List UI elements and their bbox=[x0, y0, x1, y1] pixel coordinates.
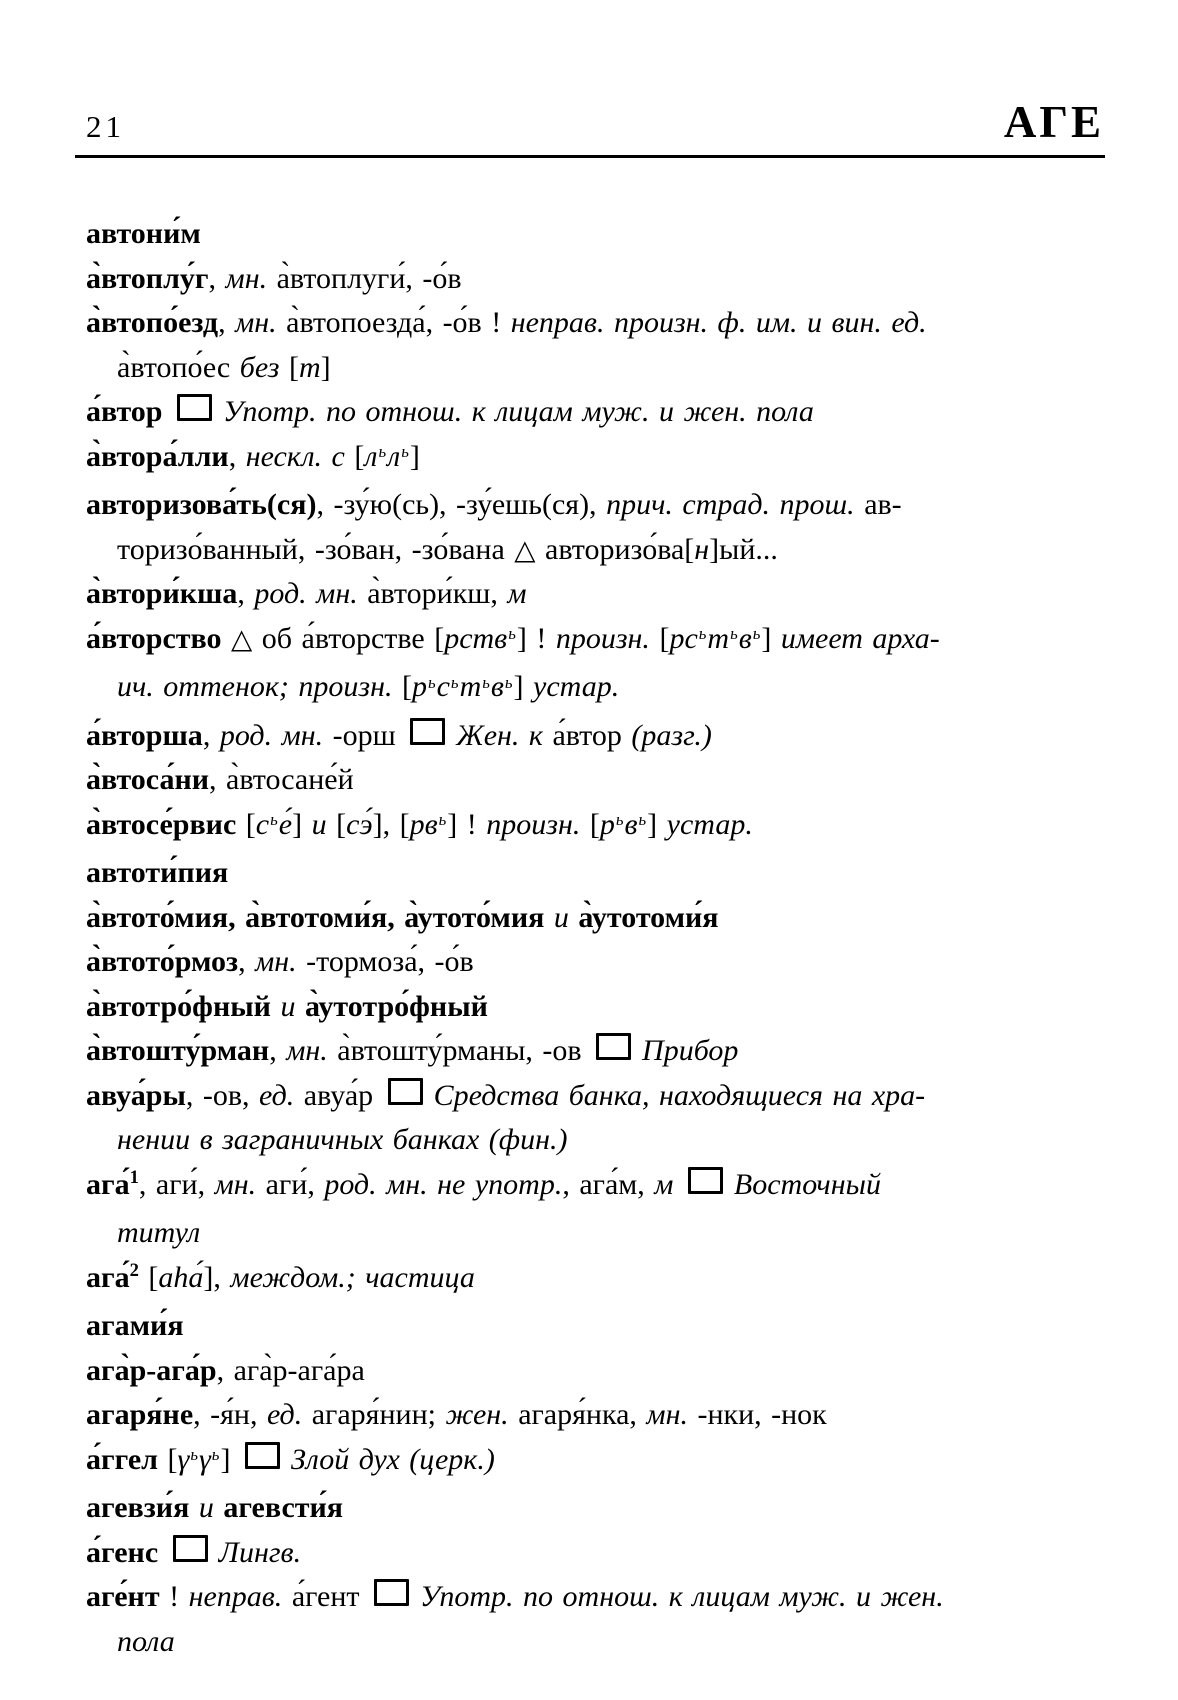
text-segment: а̀втото́мия, а̀втотоми́я, а̀утото́мия bbox=[86, 900, 554, 934]
text-segment: γ bbox=[177, 1442, 190, 1476]
entry-line bbox=[86, 1393, 1116, 1438]
text-segment: -нки, -нок bbox=[687, 1398, 827, 1431]
square-marker-icon bbox=[173, 1535, 208, 1562]
text-segment: , а̀втосане́й bbox=[209, 763, 354, 796]
text-segment: , bbox=[218, 306, 236, 339]
text-segment: с bbox=[255, 807, 270, 841]
text-segment: [ bbox=[279, 350, 299, 384]
text-segment: мн. bbox=[255, 945, 297, 978]
text-segment: -тормоза́, -о́в bbox=[296, 945, 474, 978]
text-segment: ь bbox=[508, 624, 516, 644]
square-marker-icon bbox=[596, 1033, 631, 1060]
text-segment: а̀втопо́ес bbox=[117, 350, 240, 384]
text-segment: Восточный bbox=[733, 1167, 881, 1201]
entry-line bbox=[86, 301, 1116, 346]
text-segment: нении в заграничных банках (фин.) bbox=[117, 1123, 568, 1156]
entry-line bbox=[86, 1620, 1116, 1665]
text-segment: а́втор bbox=[552, 718, 632, 752]
text-segment: а̀втора́лли bbox=[86, 439, 229, 473]
entry-line bbox=[86, 1029, 1116, 1074]
text-segment: [ bbox=[326, 807, 347, 841]
text-segment: [ bbox=[245, 807, 256, 841]
text-segment: прич. страд. прош. bbox=[606, 488, 855, 521]
text-segment: рс bbox=[669, 621, 698, 655]
text-segment: агаря́нин; bbox=[302, 1398, 446, 1431]
text-segment: а̀втото́рмоз bbox=[86, 945, 239, 978]
text-segment: торизо́ванный, -зо́ван, -зо́вана bbox=[117, 532, 515, 566]
text-segment: неправ. bbox=[188, 1580, 283, 1613]
text-segment: агевзи́я bbox=[86, 1491, 199, 1524]
text-segment: автоти́пия bbox=[86, 856, 229, 889]
text-segment: , -ов, bbox=[185, 1078, 260, 1112]
entry-line bbox=[86, 617, 1116, 666]
page-number: 21 bbox=[86, 109, 125, 144]
text-segment: 2 bbox=[129, 1260, 139, 1282]
text-segment: имеет арха- bbox=[780, 621, 940, 655]
entry-line bbox=[86, 257, 1116, 302]
text-segment: Прибор bbox=[642, 1034, 739, 1067]
text-segment: с bbox=[436, 670, 450, 703]
text-segment: авторизо́ва[ bbox=[535, 532, 695, 566]
text-segment: авторизова́ть(ся) bbox=[86, 488, 317, 521]
entry-line bbox=[86, 435, 1116, 484]
text-segment: γ bbox=[198, 1442, 211, 1476]
text-segment: ь bbox=[190, 1445, 198, 1465]
text-segment: [ bbox=[649, 621, 670, 655]
entry-line bbox=[86, 1304, 1116, 1349]
entry-line bbox=[86, 572, 1116, 617]
text-segment: ага̀р-ага́р bbox=[86, 1353, 217, 1387]
text-segment: е́ bbox=[278, 807, 293, 841]
entry-line bbox=[86, 1074, 1116, 1119]
text-segment: 1 bbox=[129, 1167, 139, 1189]
text-segment: аhа́ bbox=[158, 1260, 204, 1294]
text-segment: а̀втоса́ни bbox=[86, 763, 210, 796]
text-segment: аге́нт bbox=[86, 1580, 160, 1613]
text-segment: а̀утотоми́я bbox=[568, 900, 719, 934]
text-segment: ] bbox=[409, 439, 420, 473]
square-marker-icon bbox=[688, 1167, 723, 1194]
text-segment: а̀втопоезда́, -о́в ! bbox=[276, 306, 511, 339]
text-segment: мн. bbox=[214, 1167, 257, 1201]
entry-line bbox=[86, 212, 1116, 257]
text-segment: ав- bbox=[854, 488, 902, 521]
text-segment: междом.; частица bbox=[230, 1260, 475, 1294]
text-segment: м bbox=[654, 1167, 683, 1201]
text-segment: ] bbox=[320, 350, 331, 384]
text-segment: род. мн. не употр. bbox=[324, 1167, 563, 1201]
entry-line bbox=[86, 851, 1116, 896]
entry-line bbox=[86, 896, 1116, 941]
text-segment: [ bbox=[167, 1442, 178, 1476]
text-segment: а̀втоплуги́, -о́в bbox=[267, 261, 462, 295]
text-segment: а́вторство bbox=[86, 621, 232, 655]
header-rule bbox=[75, 155, 1105, 158]
text-segment: Жен. к bbox=[456, 718, 553, 752]
text-segment: пола bbox=[117, 1624, 175, 1658]
text-segment: ага́ bbox=[86, 1260, 130, 1294]
text-segment: ь bbox=[270, 810, 278, 830]
entry-line bbox=[86, 714, 1116, 759]
text-segment: -орш bbox=[323, 718, 406, 752]
text-segment: ] bbox=[292, 807, 312, 841]
text-segment: [ bbox=[401, 670, 412, 703]
entry-line bbox=[86, 1575, 1116, 1620]
text-segment: ь bbox=[450, 672, 459, 692]
text-segment: Употр. по отнош. к лицам муж. и жен. bbox=[420, 1580, 944, 1613]
text-segment: агаря́не bbox=[86, 1398, 194, 1431]
entry-line bbox=[86, 803, 1116, 852]
text-segment: ! bbox=[159, 1580, 189, 1613]
text-segment: а́втор bbox=[86, 395, 172, 428]
text-segment: об а́вторстве [ bbox=[252, 621, 445, 655]
text-segment: ь bbox=[698, 624, 707, 644]
text-segment: л bbox=[364, 439, 378, 473]
text-segment: ед. bbox=[259, 1078, 295, 1112]
text-segment: а̀втоплу́г bbox=[86, 261, 209, 295]
text-segment: н bbox=[694, 532, 710, 566]
text-segment: а̀втотро́фный bbox=[86, 989, 281, 1023]
text-segment: авуа́ры bbox=[86, 1078, 186, 1112]
text-segment: [ bbox=[138, 1260, 159, 1294]
text-segment: мн. bbox=[235, 306, 277, 339]
text-segment: нескл. с bbox=[245, 439, 355, 473]
text-segment: автони́м bbox=[86, 217, 201, 250]
text-segment: , -зу́ю(сь), -зу́ешь(ся), bbox=[316, 488, 607, 521]
text-segment: род. мн. bbox=[254, 577, 358, 610]
text-segment: , bbox=[269, 1034, 287, 1067]
text-segment: ] bbox=[220, 1442, 240, 1476]
text-segment: [ bbox=[580, 807, 600, 841]
text-segment: мн. bbox=[286, 1034, 328, 1067]
text-segment: ь bbox=[438, 810, 447, 830]
text-segment: (разг.) bbox=[631, 718, 712, 752]
entry-line bbox=[86, 1256, 1116, 1305]
text-segment: а̀втори́кша bbox=[86, 577, 238, 610]
text-segment: титул bbox=[117, 1216, 201, 1249]
text-segment: ь bbox=[504, 672, 513, 692]
entry-line bbox=[86, 1349, 1116, 1394]
text-segment: ь bbox=[730, 624, 738, 644]
square-marker-icon bbox=[374, 1579, 409, 1606]
text-segment: произн. bbox=[486, 807, 581, 841]
entry-line bbox=[86, 390, 1116, 435]
entry-line bbox=[86, 1531, 1116, 1576]
square-marker-icon bbox=[410, 718, 445, 745]
text-segment: агаря́нка, bbox=[508, 1398, 647, 1431]
text-segment: ] bbox=[647, 807, 667, 841]
text-segment: , ага̀р-ага́ра bbox=[216, 1353, 365, 1387]
text-segment: а̀втошту́рманы, -ов bbox=[327, 1034, 592, 1067]
triangle-marker-icon: △ bbox=[231, 621, 253, 655]
text-segment: м bbox=[507, 577, 527, 610]
text-segment: , bbox=[237, 577, 255, 610]
text-segment: мн. bbox=[646, 1398, 688, 1431]
text-segment: т bbox=[459, 670, 482, 703]
text-segment: ] ! bbox=[447, 807, 487, 841]
text-segment: и bbox=[280, 989, 296, 1023]
text-segment: устар. bbox=[533, 670, 620, 703]
text-segment: ь bbox=[378, 442, 387, 462]
text-segment: ь bbox=[401, 442, 409, 462]
text-segment: , ага́м, bbox=[562, 1167, 655, 1201]
text-segment: сэ́ bbox=[346, 807, 373, 841]
text-segment: и bbox=[311, 807, 327, 841]
text-segment: ] ! bbox=[516, 621, 556, 655]
text-segment: , bbox=[202, 718, 220, 752]
text-segment: ]ый... bbox=[709, 532, 778, 566]
guide-word: АГЕ bbox=[1003, 97, 1104, 147]
text-segment: а̀втошту́рман bbox=[86, 1034, 270, 1067]
text-segment: ь bbox=[427, 672, 436, 692]
entry-line bbox=[86, 528, 1116, 573]
text-segment: , bbox=[238, 945, 256, 978]
square-marker-icon bbox=[388, 1078, 423, 1105]
text-segment: а́гент bbox=[282, 1580, 370, 1613]
text-segment: неправ. произн. ф. им. и вин. ед. bbox=[510, 306, 927, 339]
text-segment: ага́ bbox=[86, 1167, 130, 1201]
text-segment: , bbox=[208, 261, 226, 295]
entry-lines bbox=[86, 212, 1116, 1664]
text-segment: ь bbox=[638, 810, 647, 830]
text-segment: агевсти́я bbox=[213, 1491, 344, 1524]
text-segment: а́вторша bbox=[86, 718, 203, 752]
entry-line bbox=[86, 1118, 1116, 1163]
text-segment: без bbox=[239, 350, 280, 384]
text-segment: ед. bbox=[266, 1398, 303, 1431]
text-segment: р bbox=[599, 807, 615, 841]
entry-line bbox=[86, 1486, 1116, 1531]
entry-line bbox=[86, 985, 1116, 1030]
entry-line bbox=[86, 1438, 1116, 1487]
text-segment: а̀втопо́езд bbox=[86, 306, 219, 339]
text-segment: жен. bbox=[445, 1398, 509, 1431]
text-segment: л bbox=[387, 439, 401, 473]
entry-line bbox=[86, 483, 1116, 528]
text-segment: а̀втори́кш, bbox=[357, 577, 508, 610]
text-segment: а̀утотро́фный bbox=[295, 989, 488, 1023]
text-segment: ] bbox=[513, 670, 534, 703]
text-segment: ] bbox=[761, 621, 781, 655]
text-segment: , -я́н, bbox=[193, 1398, 267, 1431]
text-segment: т bbox=[707, 621, 730, 655]
text-segment: в bbox=[738, 621, 752, 655]
text-segment: устар. bbox=[666, 807, 753, 841]
text-segment: род. мн. bbox=[219, 718, 324, 752]
text-segment: ь bbox=[211, 1445, 220, 1465]
text-segment: в bbox=[624, 807, 638, 841]
entry-line bbox=[86, 1163, 1116, 1212]
square-marker-icon bbox=[177, 394, 212, 421]
text-segment: Употр. по отнош. к лицам муж. и жен. пола bbox=[222, 395, 814, 428]
text-segment: рв bbox=[409, 807, 438, 841]
entry-line bbox=[86, 940, 1116, 985]
square-marker-icon bbox=[245, 1442, 280, 1469]
text-segment: ь bbox=[482, 672, 490, 692]
text-segment: Средства банка, находящиеся на хра- bbox=[433, 1078, 926, 1112]
text-segment: ь bbox=[615, 810, 624, 830]
text-segment: т bbox=[298, 350, 321, 384]
entry-line bbox=[86, 346, 1116, 391]
text-segment: р bbox=[411, 670, 427, 703]
text-segment: а́ггел bbox=[86, 1442, 168, 1476]
entry-line bbox=[86, 1211, 1116, 1256]
text-segment: мн. bbox=[225, 261, 268, 295]
triangle-marker-icon: △ bbox=[514, 532, 536, 566]
text-segment: и bbox=[553, 900, 569, 934]
text-segment: в bbox=[490, 670, 504, 703]
text-segment: ], bbox=[203, 1260, 231, 1294]
entry-line bbox=[86, 758, 1116, 803]
text-segment: [ bbox=[354, 439, 365, 473]
text-segment: агами́я bbox=[86, 1309, 184, 1342]
text-segment: произн. bbox=[555, 621, 650, 655]
text-segment: Злой дух (церк.) bbox=[290, 1442, 495, 1476]
text-segment: а̀втосе́рвис bbox=[86, 807, 246, 841]
text-segment: и bbox=[198, 1491, 214, 1524]
text-segment: рств bbox=[444, 621, 508, 655]
text-segment: а́генс bbox=[86, 1535, 168, 1569]
text-segment: , bbox=[228, 439, 246, 473]
text-segment: Лингв. bbox=[218, 1535, 302, 1569]
text-segment: авуа́р bbox=[294, 1078, 383, 1112]
text-segment: , аги́, bbox=[138, 1167, 215, 1201]
text-segment: аги́, bbox=[256, 1167, 325, 1201]
page-header bbox=[86, 96, 1104, 148]
text-segment: ич. оттенок; произн. bbox=[117, 670, 402, 703]
text-segment: ь bbox=[752, 624, 761, 644]
text-segment: ], [ bbox=[372, 807, 410, 841]
entry-line bbox=[86, 665, 1116, 714]
